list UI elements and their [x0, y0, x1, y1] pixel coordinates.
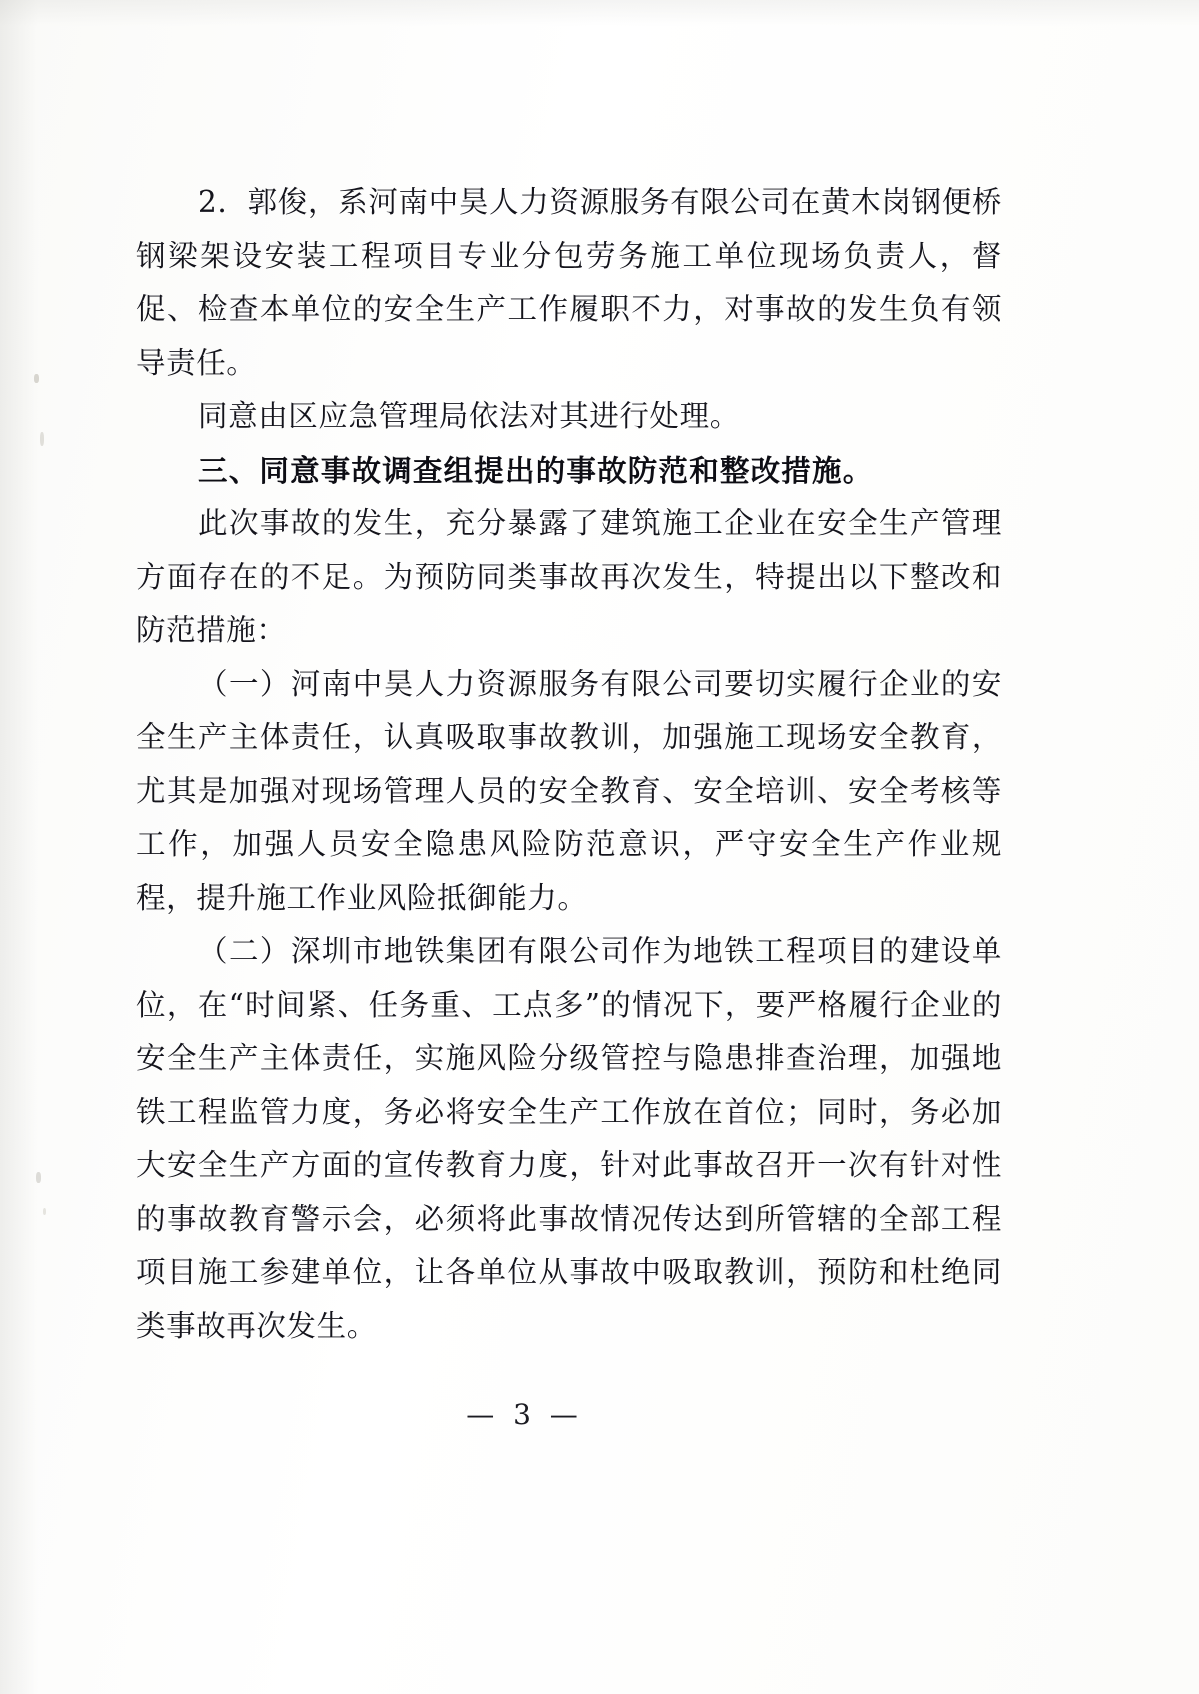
- scan-speck: [36, 1172, 41, 1183]
- scan-speck: [34, 374, 39, 383]
- paragraph-item-2-disposal: 同意由区应急管理局依法对其进行处理。: [198, 399, 740, 433]
- paragraph-item-2: 2．郭俊，系河南中昊人力资源服务有限公司在黄木岗钢便桥钢梁架设安装工程项目专业分包劳务施工单位现场负责人，督促、检查本单位的安全生产工作履职不力，对事故的发生负有领导责任。: [136, 185, 1002, 380]
- paragraph-measure-two: （二）深圳市地铁集团有限公司作为地铁工程项目的建设单位，在“时间紧、任务重、工点多”的情况下，要严格履行企业的安全生产主体责任，实施风险分级管控与隐患排查治理，加强地铁工程监管力度，务必将安全生产工作放在首位；同时，务必加大安全生产方面的宣传教育力度，针对此事故召开一次有针对性的事故教育警示会，必须将此事故情况传达到所管辖的全部工程项目施工参建单位，让各单位从事故中吸取教训，预防和杜绝同类事故再次发生。: [136, 934, 1002, 1343]
- document-body: [136, 176, 1002, 1353]
- section-three-heading: 三、同意事故调查组提出的事故防范和整改措施。: [198, 452, 874, 488]
- page-footer: [0, 1398, 1199, 1431]
- paragraph-section-three-intro: 此次事故的发生，充分暴露了建筑施工企业在安全生产管理方面存在的不足。为预防同类事故再次发生，特提出以下整改和防范措施：: [136, 506, 1002, 647]
- paragraph-measure-one: （一）河南中昊人力资源服务有限公司要切实履行企业的安全生产主体责任，认真吸取事故教训，加强施工现场安全教育，尤其是加强对现场管理人员的安全教育、安全培训、安全考核等工作，加强人员安全隐患风险防范意识，严守安全生产作业规程，提升施工作业风险抵御能力。: [136, 666, 1002, 915]
- scan-edge-shadow-left: [0, 0, 38, 1694]
- page-number: — 3 —: [466, 1398, 583, 1431]
- scan-edge-shadow-top: [0, 0, 1199, 26]
- scan-speck: [40, 432, 44, 446]
- scan-speck: [43, 1208, 46, 1215]
